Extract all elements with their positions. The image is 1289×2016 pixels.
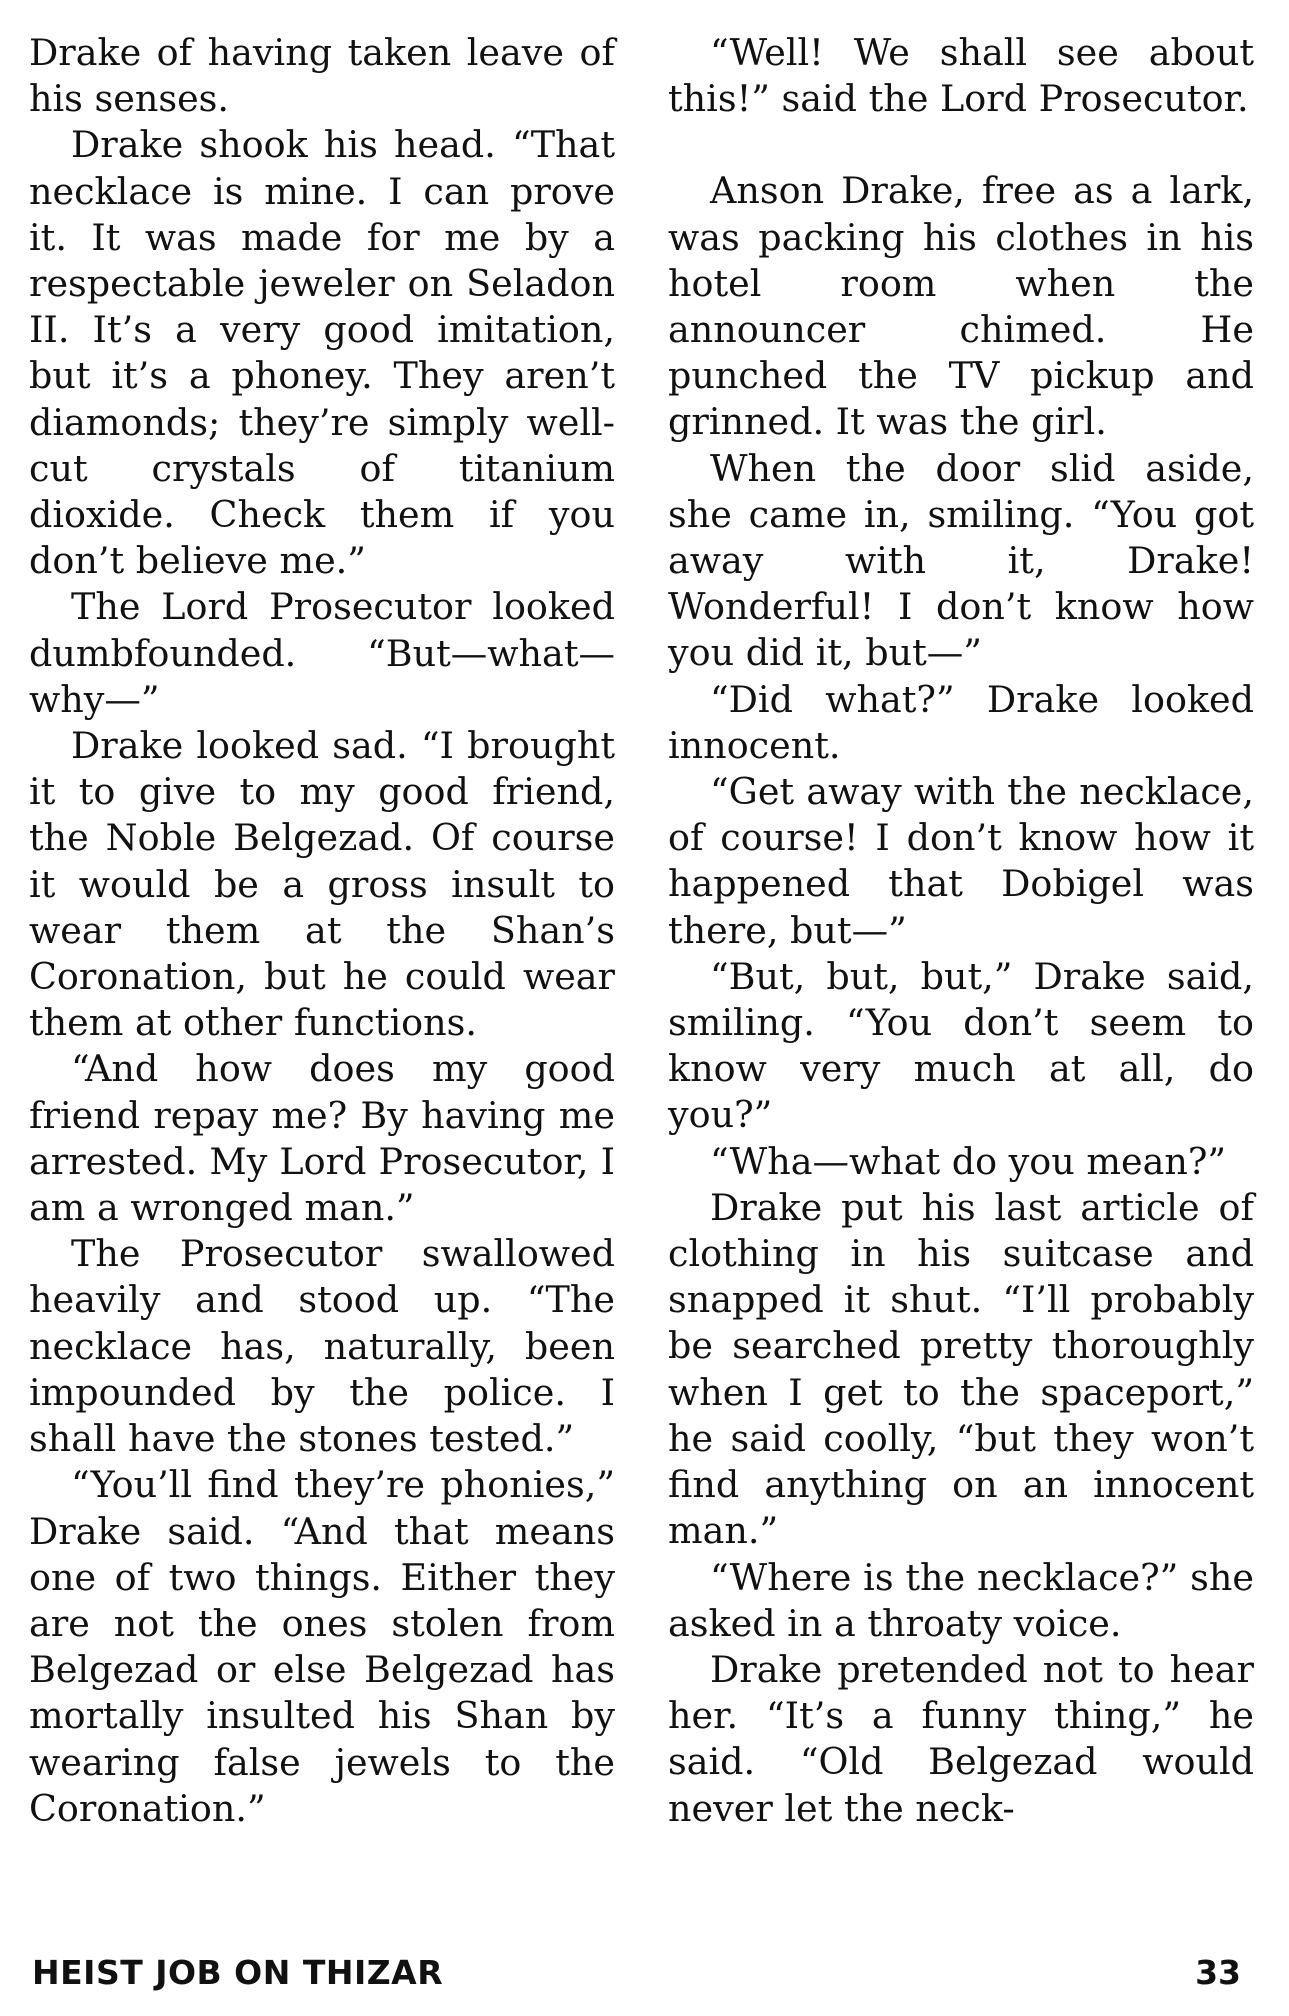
paragraph: “Where is the necklace?” she asked in a throaty voice. xyxy=(668,1555,1254,1645)
paragraph: The Lord Prosecutor looked dumbfounded. “But—what—why—” xyxy=(29,585,615,721)
paragraph: “But, but, but,” Drake said, smiling. “You don’t seem to know very much at all, do you?” xyxy=(668,954,1254,1137)
paragraph: Drake shook his head. “That necklace is mine. I can prove it. It was made for me by a respectable jeweler on Seladon II. It’s a very good imitation, but it’s a phoney. They aren’t diamonds; they’re simply well-cut crystals of titanium dioxide. Check them if you don’t believe me.” xyxy=(29,123,615,583)
paragraph: “Wha—what do you mean?” xyxy=(710,1139,1227,1183)
right-column xyxy=(668,30,1254,1832)
running-title: HEIST JOB ON THIZAR xyxy=(32,1953,444,1992)
paragraph: The Prosecutor swallowed heavily and stood up. “The necklace has, naturally, been impounded by the police. I shall have the stones tested.” xyxy=(29,1232,615,1461)
paragraph: Drake of having taken leave of his senses. xyxy=(29,31,615,121)
paragraph: Drake pretended not to hear her. “It’s a funny thing,” he said. “Old Belgezad would never let the neck- xyxy=(668,1647,1254,1830)
paragraph: “Get away with the necklace, of course! I don’t know how it happened that Dobigel was there, but—” xyxy=(668,770,1254,952)
paragraph: “Well! We shall see about this!” said the Lord Prosecutor. xyxy=(668,31,1254,121)
page-number: 33 xyxy=(1195,1953,1241,1992)
paragraph: When the door slid aside, she came in, smiling. “You got away with it, Drake! Wonderful! I don’t know how you did it, but—” xyxy=(668,446,1254,675)
left-column xyxy=(29,30,615,1832)
paragraph: “And how does my good friend repay me? By having me arrested. My Lord Prosecutor, I am a wronged man.” xyxy=(29,1047,615,1230)
paragraph: “Did what?” Drake looked innocent. xyxy=(668,677,1254,767)
paragraph: Anson Drake, free as a lark, was packing his clothes in his hotel room when the announcer chimed. He punched the TV pickup and grinned. It was the girl. xyxy=(668,169,1254,444)
paragraph: “You’ll find they’re phonies,” Drake said. “And that means one of two things. Either they are not the ones stolen from Belgezad or else Belgezad has mortally insulted his Shan by wearing false jewels to the Coronation.” xyxy=(29,1463,615,1830)
paragraph: Drake put his last article of clothing in his suitcase and snapped it shut. “I’ll probably be searched pretty thoroughly when I get to the spaceport,” he said coolly, “but they won’t find anything on an innocent man.” xyxy=(668,1185,1254,1553)
paragraph: Drake looked sad. “I brought it to give to my good friend, the Noble Belgezad. Of course it would be a gross insult to wear them at the Shan’s Coronation, but he could wear them at other functions. xyxy=(29,724,615,1045)
